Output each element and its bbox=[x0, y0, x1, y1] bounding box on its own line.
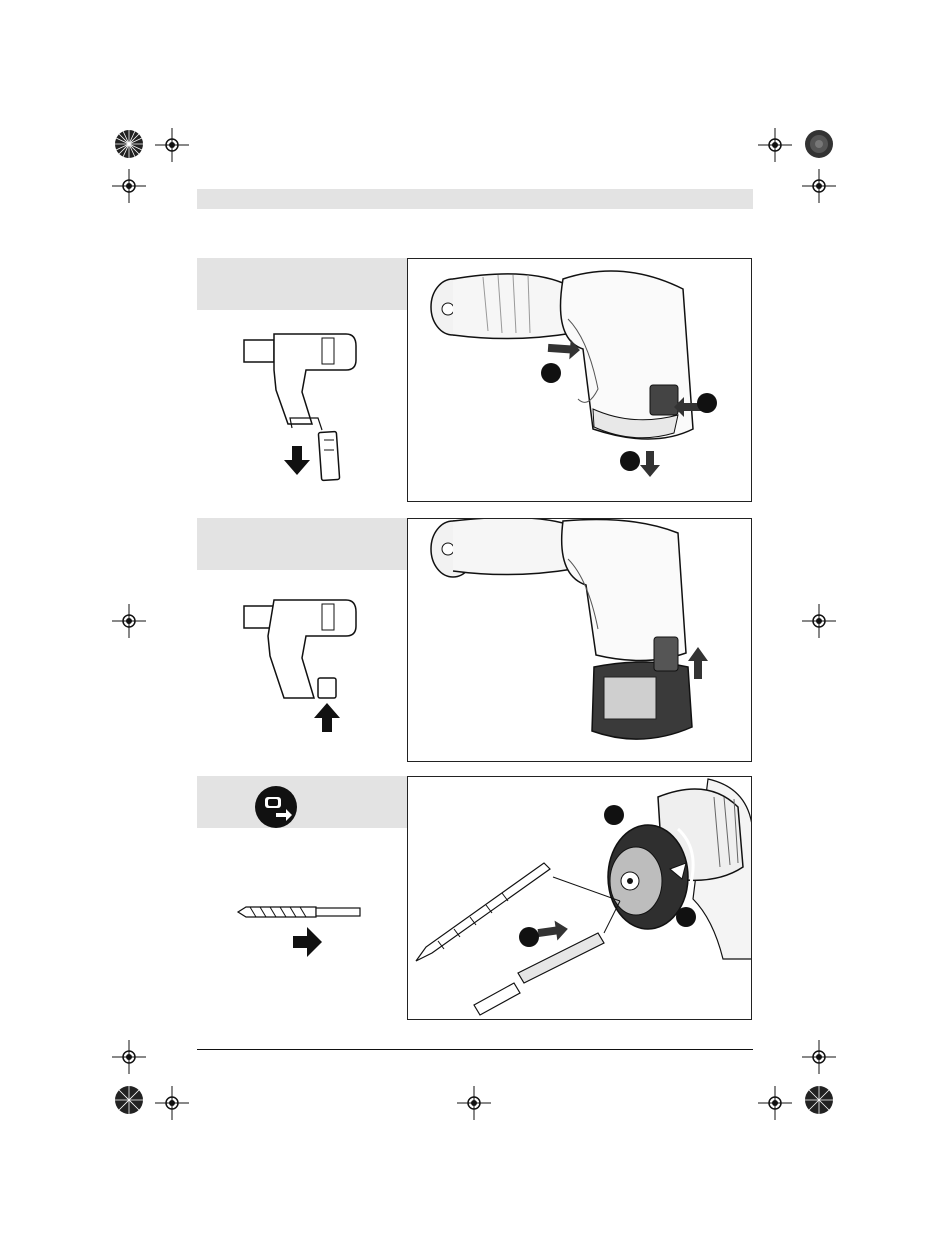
callout-number-badge bbox=[620, 451, 640, 471]
step-remove-battery-label-panel bbox=[197, 258, 407, 310]
crosshair-circle-icon bbox=[758, 1086, 792, 1120]
crosshair-circle-icon bbox=[457, 1086, 491, 1120]
crosshair-circle-icon bbox=[155, 1086, 189, 1120]
tool-insertion-photo bbox=[407, 776, 752, 1020]
callout-number-badge bbox=[519, 927, 539, 947]
callout-number-badge bbox=[676, 907, 696, 927]
drill-bit-sketch bbox=[236, 903, 362, 921]
crosshair-circle-icon bbox=[155, 128, 189, 162]
crosshair-circle-icon bbox=[802, 169, 836, 203]
chuck-insert-icon bbox=[254, 785, 298, 829]
crosshair-circle-icon bbox=[758, 128, 792, 162]
drill-battery-insert-sketch bbox=[236, 594, 366, 704]
arrow-up-icon bbox=[313, 702, 341, 732]
arrow-right-icon bbox=[293, 926, 323, 958]
crosshair-circle-icon bbox=[802, 604, 836, 638]
callout-number-badge bbox=[604, 805, 624, 825]
page-footer-rule bbox=[197, 1049, 753, 1050]
color-calibration-icon bbox=[804, 1085, 834, 1115]
step-insert-battery-label-panel bbox=[197, 518, 407, 570]
crosshair-circle-icon bbox=[112, 604, 146, 638]
color-calibration-icon bbox=[114, 1085, 144, 1115]
callout-number-badge bbox=[541, 363, 561, 383]
battery-removal-photo bbox=[407, 258, 752, 502]
battery-insertion-photo bbox=[407, 518, 752, 762]
color-calibration-icon bbox=[804, 129, 834, 159]
page-header-band bbox=[197, 189, 753, 209]
crosshair-circle-icon bbox=[112, 169, 146, 203]
crosshair-circle-icon bbox=[112, 1040, 146, 1074]
arrow-down-icon bbox=[283, 446, 311, 476]
callout-number-badge bbox=[697, 393, 717, 413]
crosshair-circle-icon bbox=[802, 1040, 836, 1074]
step-insert-tool-label-panel bbox=[197, 776, 407, 828]
color-calibration-icon bbox=[114, 129, 144, 159]
